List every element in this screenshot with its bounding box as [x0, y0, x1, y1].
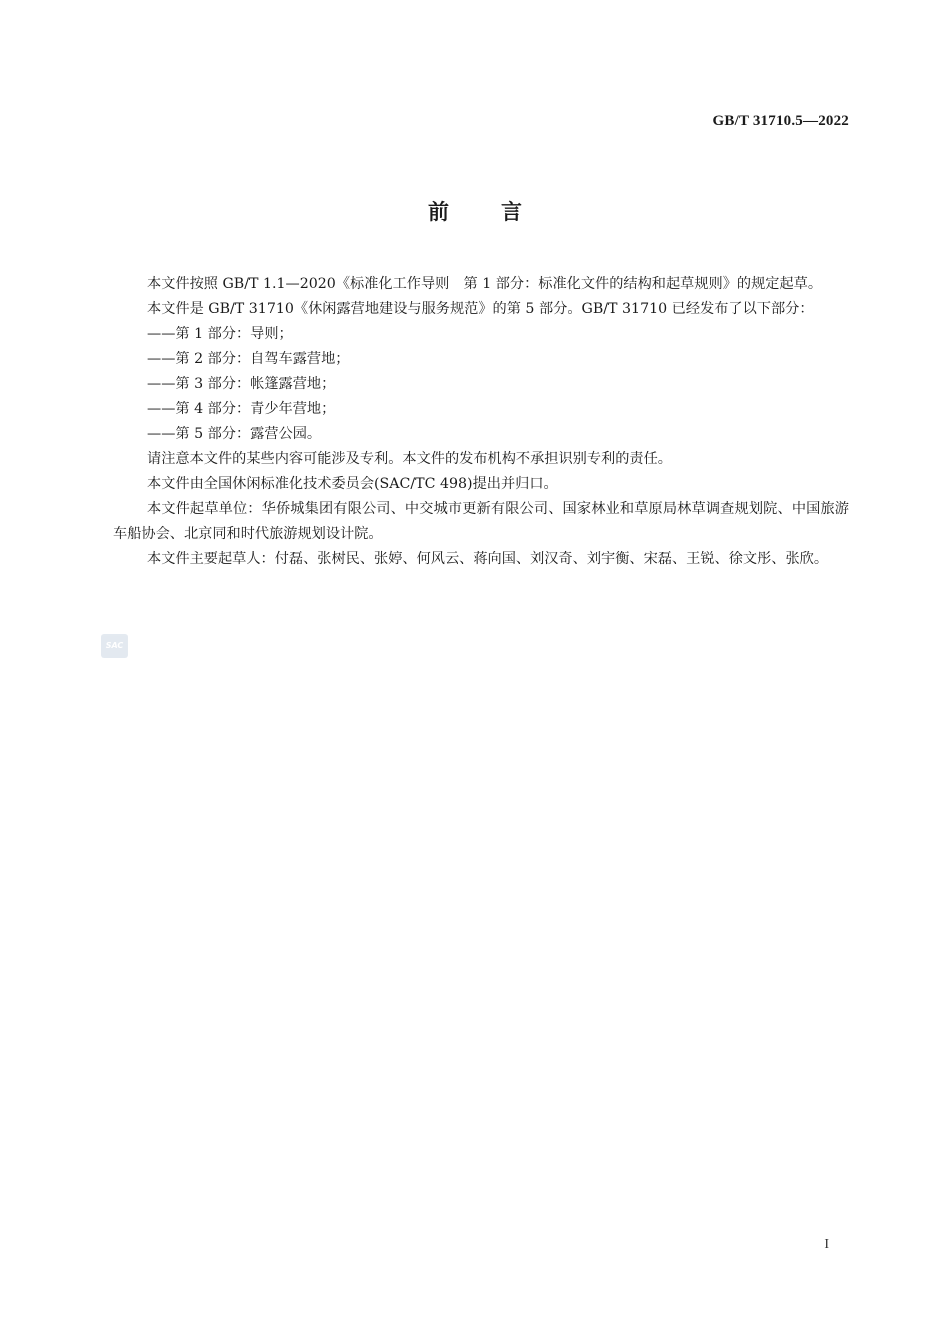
list-item-part-4: ——第 4 部分：青少年营地；	[147, 401, 336, 417]
page-number: I	[824, 1237, 829, 1252]
sac-watermark-logo: SAC	[101, 634, 128, 658]
paragraph-drafting-basis: 本文件按照 GB/T 1.1—2020《标准化工作导则 第 1 部分：标准化文件的结构和起草规则》的规定起草。	[147, 276, 823, 292]
paragraph-drafters: 本文件主要起草人：付磊、张树民、张婷、何风云、蒋向国、刘汉奇、刘宇衡、宋磊、王锐、徐文彤、张欣。	[147, 551, 829, 567]
paragraph-proposer: 本文件由全国休闲标准化技术委员会(SAC/TC 498)提出并归口。	[147, 476, 558, 492]
paragraph-drafting-units: 本文件起草单位：华侨城集团有限公司、中交城市更新有限公司、国家林业和草原局林草调查规划院、中国旅游车船协会、北京同和时代旅游规划设计院。	[113, 501, 849, 542]
standard-code: GB/T 31710.5—2022	[712, 113, 849, 129]
paragraph-series-description: 本文件是 GB/T 31710《休闲露营地建设与服务规范》的第 5 部分。GB/T 31710 已经发布了以下部分：	[147, 301, 814, 317]
list-item-part-2: ——第 2 部分：自驾车露营地；	[147, 351, 350, 367]
paragraph-patent-notice: 请注意本文件的某些内容可能涉及专利。本文件的发布机构不承担识别专利的责任。	[147, 451, 672, 467]
foreword-body	[113, 272, 849, 572]
list-item-part-1: ——第 1 部分：导则；	[147, 326, 293, 342]
list-item-part-3: ——第 3 部分：帐篷露营地；	[147, 376, 336, 392]
page-title: 前言	[428, 200, 574, 224]
list-item-part-5: ——第 5 部分：露营公园。	[147, 426, 322, 442]
